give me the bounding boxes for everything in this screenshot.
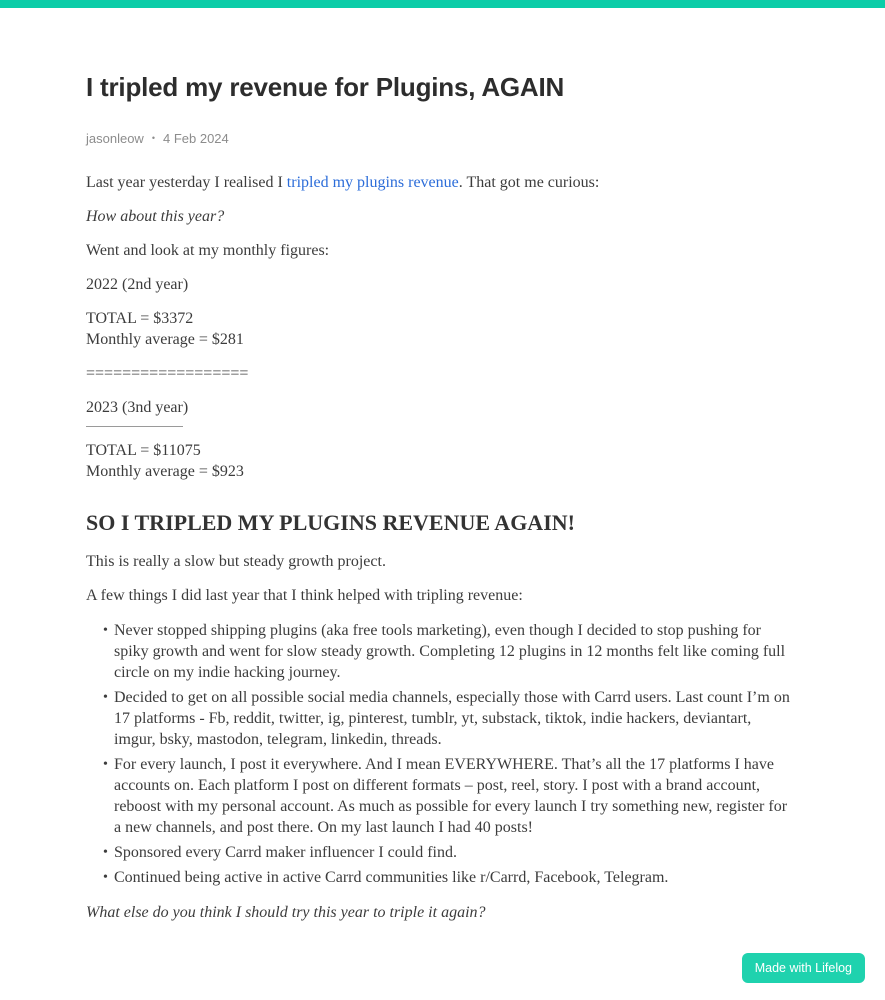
made-with-lifelog-badge[interactable]: Made with Lifelog: [742, 953, 865, 983]
page-title: I tripled my revenue for Plugins, AGAIN: [86, 72, 565, 102]
intro-paragraph: [86, 172, 794, 193]
byline-separator-dot: •: [151, 133, 155, 144]
list-item: • Continued being active in active Carrd communities like r/Carrd, Facebook, Telegram.: [114, 867, 794, 888]
question-paragraph: How about this year?: [86, 208, 225, 226]
post-date: 4 Feb 2024: [162, 131, 229, 147]
figures-intro-paragraph: Went and look at my monthly figures:: [86, 242, 330, 260]
year-2022-heading: 2022 (2nd year): [86, 276, 189, 294]
intro-text-before: Last year yesterday I realised I: [86, 174, 287, 192]
list-item: • Never stopped shipping plugins (aka free tools marketing), even though I decided to stop pushing for spiky growth and went for slow steady growth. Completing 12 plugins in 12 months felt like coming full circle on my indie hacking journey.: [114, 620, 794, 683]
equals-divider: ==================: [86, 365, 249, 383]
things-intro-paragraph: A few things I did last year that I think helped with tripling revenue:: [86, 586, 523, 604]
top-accent-bar: [0, 0, 885, 8]
monthly-average-2022: Monthly average = $281: [86, 331, 244, 349]
year-2022-figures: [86, 308, 794, 350]
plugins-revenue-link[interactable]: tripled my plugins revenue: [286, 174, 459, 192]
monthly-average-2023: Monthly average = $923: [86, 463, 244, 481]
closing-question-paragraph: What else do you think I should try this year to triple it again?: [86, 903, 486, 921]
article: [86, 72, 794, 923]
intro-text-after: . That got me curious:: [458, 174, 600, 192]
tips-list: [86, 620, 794, 888]
slow-growth-paragraph: This is really a slow but steady growth project.: [86, 552, 386, 570]
short-divider-rule: [86, 426, 183, 427]
list-item: • Sponsored every Carrd maker influencer I could find.: [114, 842, 794, 863]
byline: [86, 131, 794, 146]
total-2022: TOTAL = $3372: [86, 310, 194, 328]
year-2023-figures: [86, 440, 794, 482]
year-2023-heading: 2023 (3nd year): [86, 399, 189, 417]
author-link[interactable]: jasonleow: [86, 131, 144, 147]
total-2023: TOTAL = $11075: [86, 442, 201, 460]
list-item: • Decided to get on all possible social media channels, especially those with Carrd users. Last count I’m on 17 platforms - Fb, reddit, twitter, ig, pinterest, tumblr, yt, substack, tiktok, indie hackers, deviantart, imgur, bsky, mastodon, telegram, linkedin, threads.: [114, 687, 794, 750]
list-item: • For every launch, I post it everywhere. And I mean EVERYWHERE. That’s all the 17 platforms I have accounts on. Each platform I post on different formats – post, reel, story. I post with a brand account, reboost with my personal account. As much as possible for every launch I try something new, register for a new channels, and post there. On my last launch I had 40 posts!: [114, 754, 794, 838]
section-heading: SO I TRIPLED MY PLUGINS REVENUE AGAIN!: [86, 510, 575, 536]
